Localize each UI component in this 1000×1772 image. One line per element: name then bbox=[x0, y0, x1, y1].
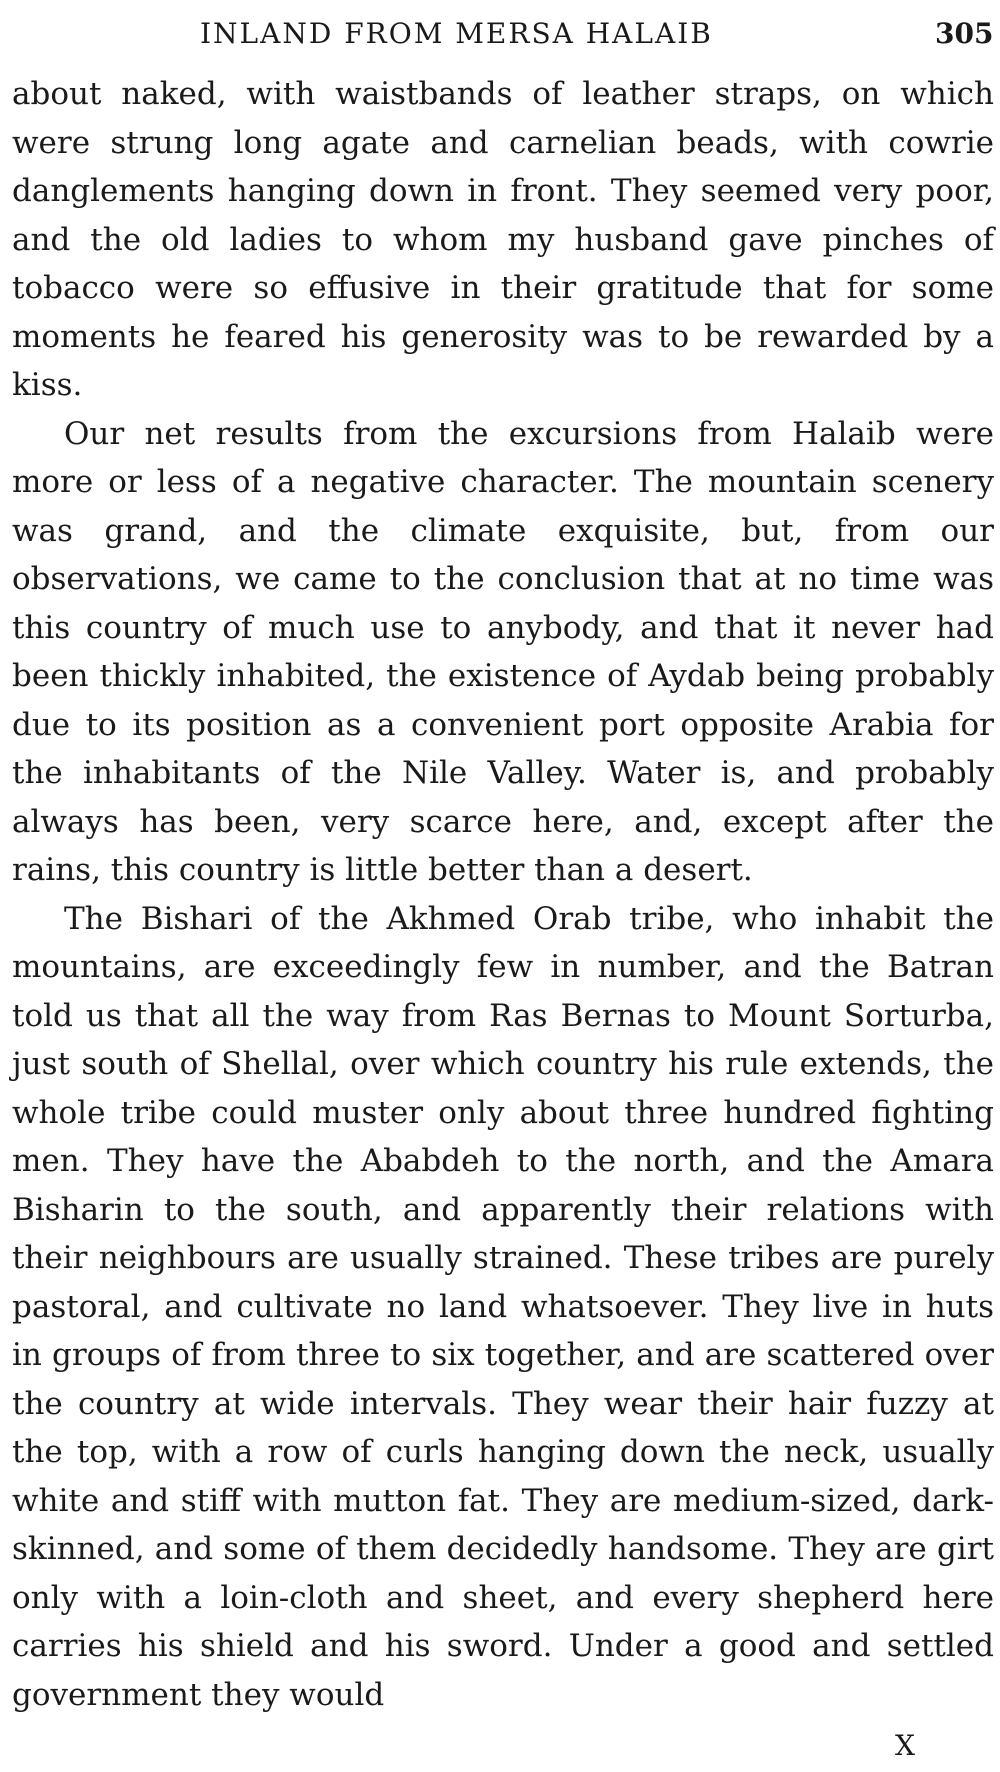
page-number: 305 bbox=[935, 17, 994, 50]
running-title: INLAND FROM MERSA HALAIB bbox=[200, 17, 713, 50]
signature-mark: X bbox=[895, 1729, 915, 1762]
paragraph-continued: about naked, with waistbands of leather straps, on which were strung long agate and carnelian beads, with cowrie danglements hanging down in front. They seemed very poor, and the old ladies to whom my husband gave pinches of tobacco were so effusive in their gratitude that for some moments he feared his generosity was to be rewarded by a kiss. bbox=[12, 76, 994, 403]
running-head bbox=[0, 14, 1000, 54]
paragraph-excursion-results: Our net results from the excursions from Halaib were more or less of a negative character. The mountain scenery was grand, and the climate exquisite, but, from our observations, we came to the conclusion that at no time was this country of much use to anybody, and that it never had been thickly inhabited, the existence of Aydab being probably due to its position as a convenient port opposite Arabia for the inhabitants of the Nile Valley. Water is, and probably always has been, very scarce here, and, except after the rains, this country is little better than a desert. bbox=[12, 415, 994, 888]
body-text bbox=[12, 70, 994, 1719]
paragraph-bishari-tribe: The Bishari of the Akhmed Orab tribe, who inhabit the mountains, are exceedingly few in number, and the Batran told us that all the way from Ras Bernas to Mount Sorturba, just south of Shellal, over which country his rule extends, the whole tribe could muster only about three hundred fighting men. They have the Ababdeh to the north, and the Amara Bisharin to the south, and apparently their relations with their neighbours are usually strained. These tribes are purely pastoral, and cultivate no land whatsoever. They live in huts in groups of from three to six together, and are scattered over the country at wide intervals. They wear their hair fuzzy at the top, with a row of curls hanging down the neck, usually white and stiff with mutton fat. They are medium-sized, dark-skinned, and some of them decidedly handsome. They are girt only with a loin-cloth and sheet, and every shepherd here carries his shield and his sword. Under a good and settled government they would bbox=[12, 900, 994, 1713]
